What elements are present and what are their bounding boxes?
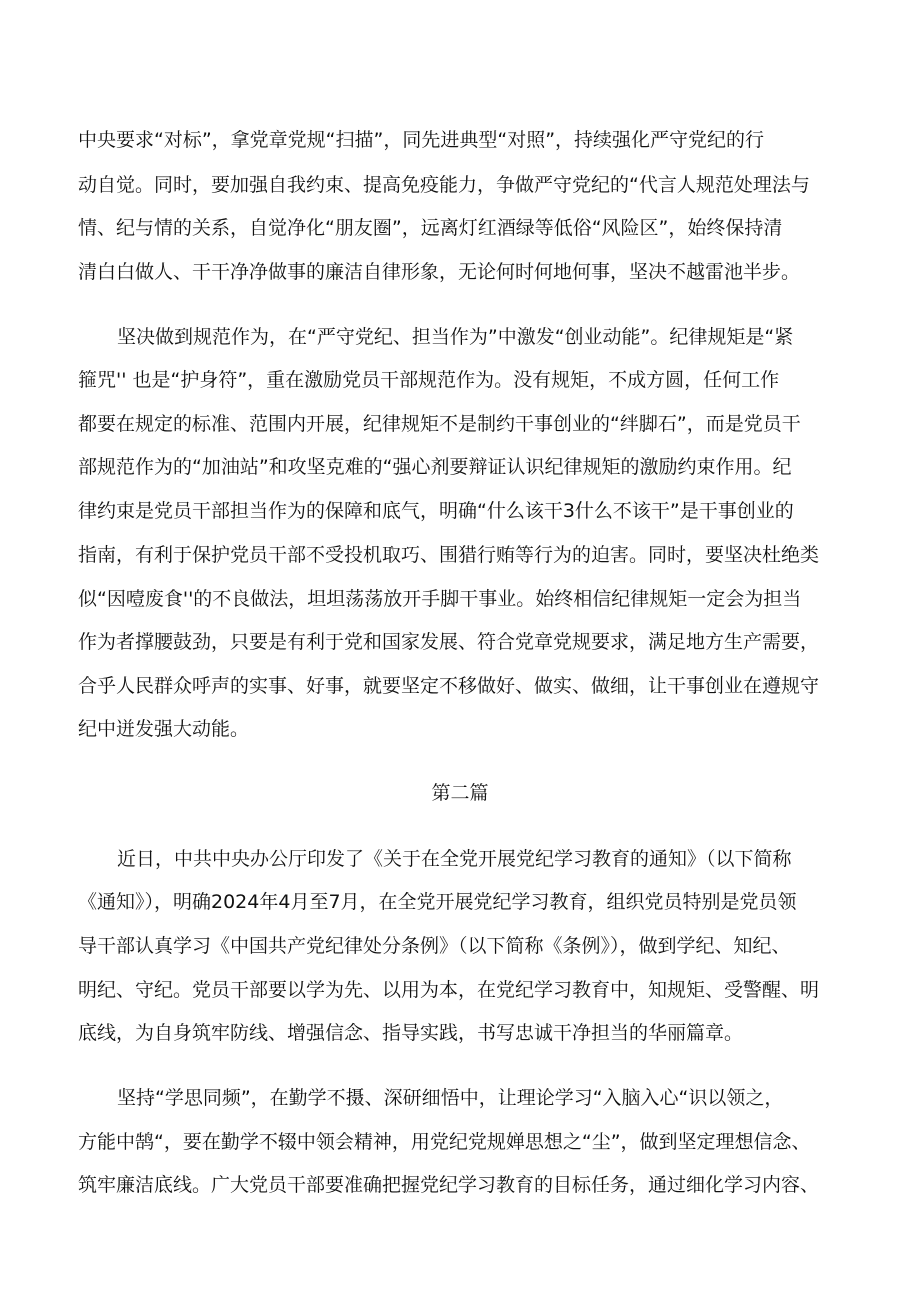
text-line: 都要在规定的标准、范围内开展，纪律规矩不是制约干事创业的“绊脚石”，而是党员干 [78, 413, 801, 435]
text-line: 导干部认真学习《中国共产党纪律处分条例》（以下简称《条例》），做到学纪、知纪、 [78, 935, 791, 957]
text-line: 近日，中共中央办公厅印发了《关于在全党开展党纪学习教育的通知》（以下简称 [117, 848, 792, 870]
text-line: 情、纪与情的关系，自觉净化“朋友圈”，远离灯红酒绿等低俗“风险区”，始终保持清 [78, 217, 783, 239]
text-line: 《通知》），明确2024年4月至7月，在全党开展党纪学习教育，组织党员特别是党员领 [78, 891, 797, 913]
text-line: 方能中鹄“，要在勤学不辍中领会精神，用党纪党规婵思想之“尘”，做到坚定理想信念、 [78, 1131, 811, 1153]
text-line: 明纪、守纪。党员干部要以学为先、以用为本，在党纪学习教育中，知规矩、受警醒、明 [78, 979, 820, 1001]
text-line: 合乎人民群众呼声的实事、好事，就要坚定不移做好、做实、做细，让干事创业在遵规守 [78, 675, 820, 697]
text-line: 指南，有利于保护党员干部不受投机取巧、围猎行贿等行为的迫害。同时，要坚决杜绝类 [78, 544, 820, 566]
text-line: 作为者撑腰鼓劲，只要是有利于党和国家发展、符合党章党规要求，满足地方生产需要， [78, 631, 820, 653]
text-line: 坚持“学思同频”，在勤学不摄、深研细悟中，让理论学习“入脑入心“识以领之， [117, 1087, 784, 1109]
text-line: 筑牢廉洁底线。广大党员干部要准确把握党纪学习教育的目标任务，通过细化学习内容、 [78, 1174, 820, 1196]
text-line: 部规范作为的“加油站”和攻坚克难的“强心剂要辩证认识纪律规矩的激励约束作用。纪 [78, 456, 792, 478]
section-heading: 第二篇 [431, 782, 489, 804]
text-line: 坚决做到规范作为，在“严守党纪、担当作为”中激发“创业动能”。纪律规矩是“紧 [117, 326, 794, 348]
text-line: 中央要求“对标”，拿党章党规“扫描”，同先进典型“对照”，持续强化严守党纪的行 [78, 129, 765, 151]
text-line: 纪中迸发强大动能。 [78, 718, 250, 740]
text-line: 动自觉。同时，要加强自我约束、提高免疫能力，争做严守党纪的“代言人规范处理法与 [78, 174, 810, 196]
text-line: 底线，为自身筑牢防线、增强信念、指导实践，书写忠诚干净担当的华丽篇章。 [78, 1022, 744, 1044]
text-line: 清白白做人、干干净净做事的廉洁自律形象，无论何时何地何事，坚决不越雷池半步。 [78, 261, 801, 283]
text-line: 箍咒'' 也是“护身符”，重在激励党员干部规范作为。没有规矩，不成方圆，任何工作 [78, 369, 780, 391]
text-line: 似“因噎废食''的不良做法，坦坦荡荡放开手脚干事业。始终相信纪律规矩一定会为担当 [78, 588, 802, 610]
text-line: 律约束是党员干部担当作为的保障和底气，明确“什么该干3什么不该干”是干事创业的 [78, 500, 794, 522]
